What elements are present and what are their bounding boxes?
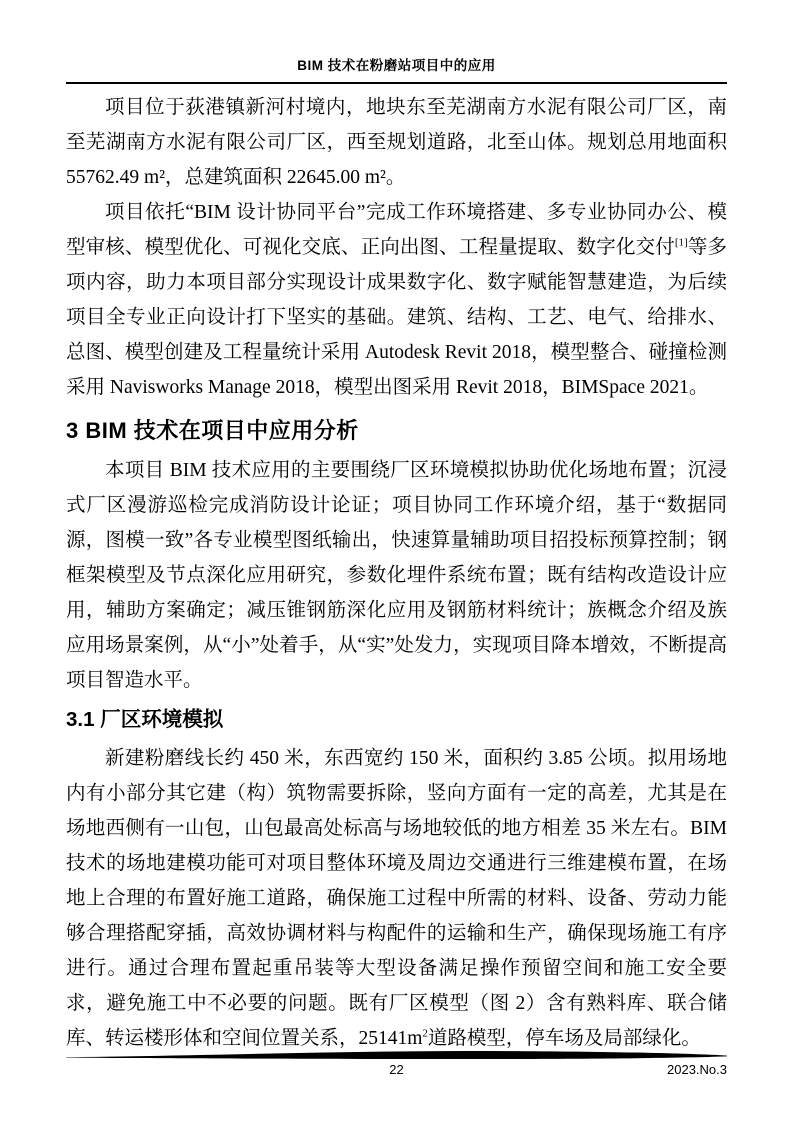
text-run: 本项目 BIM 技术应用的主要围绕厂区环境模拟协助优化场地布置；沉浸式厂区漫游巡检完成消防设计论证；项目协同工作环境介绍，基于“数据同源，图模一致”各专业模型图纸输出，快速算量辅助项目招投标预算控制；钢框架模型及节点深化应用研究，参数化埋件系统布置；既有结构改造设计应用，辅助方案确定；减压锥钢筋深化应用及钢筋材料统计；族概念介绍及族应用场景案例，从“小”处着手，从“实”处发力，实现项目降本增效，不断提高项目智造水平。 (66, 460, 727, 691)
paragraph (66, 453, 727, 698)
subsection-heading: 3.1 厂区环境模拟 (66, 708, 224, 731)
text-run: 项目位于荻港镇新河村境内，地块东至芜湖南方水泥有限公司厂区，南至芜湖南方水泥有限公司厂区，西至规划道路，北至山体。规划总用地面积 55762.49 m²，总建筑面积 22645.00 m²。 (66, 97, 727, 188)
text-run: 项目依托“BIM 设计协同平台”完成工作环境搭建、多专业协同办公、模型审核、模型优化、可视化交底、正向出图、工程量提取、数字化交付 (66, 202, 727, 258)
superscript: [1] (674, 236, 688, 249)
document-body (66, 90, 727, 1056)
section-heading: 3 BIM 技术在项目中应用分析 (66, 418, 359, 443)
paragraph (66, 90, 727, 195)
running-header-title: BIM 技术在粉磨站项目中的应用 (297, 58, 496, 73)
issue-label: 2023.No.3 (667, 1062, 727, 1077)
superscript: 2 (422, 1027, 428, 1040)
page-number: 22 (389, 1062, 404, 1077)
header-divider (66, 82, 727, 84)
paragraph (66, 741, 727, 1056)
text-run: 等多项内容，助力本项目部分实现设计成果数字化、数字赋能智慧建造，为后续项目全专业正向设计打下坚实的基础。建筑、结构、工艺、电气、给排水、总图、模型创建及工程量统计采用 Autodesk Revit 2018，模型整合、碰撞检测采用 Navisworks Manage 2018，模型出图采用 Revit 2018，BIMSpace 2021。 (66, 237, 727, 398)
footer-divider (66, 1050, 727, 1060)
text-run: 新建粉磨线长约 450 米，东西宽约 150 米，面积约 3.85 公顷。拟用场地内有小部分其它建（构）筑物需要拆除，竖向方面有一定的高差，尤其是在场地西侧有一山包，山包最高处标高与场地较低的地方相差 35 米左右。BIM 技术的场地建模功能可对项目整体环境及周边交通进行三维建模布置，在场地上合理的布置好施工道路，确保施工过程中所需的材料、设备、劳动力能够合理搭配穿插，高效协调材料与构配件的运输和生产，确保现场施工有序进行。通过合理布置起重吊装等大型设备满足操作预留空间和施工安全要求，避免施工中不必要的问题。既有厂区模型（图 2）含有熟料库、联合储库、转运楼形体和空间位置关系，25141m (66, 748, 727, 1049)
text-run: 道路模型，停车场及局部绿化。 (427, 1028, 701, 1049)
paragraph (66, 195, 727, 405)
